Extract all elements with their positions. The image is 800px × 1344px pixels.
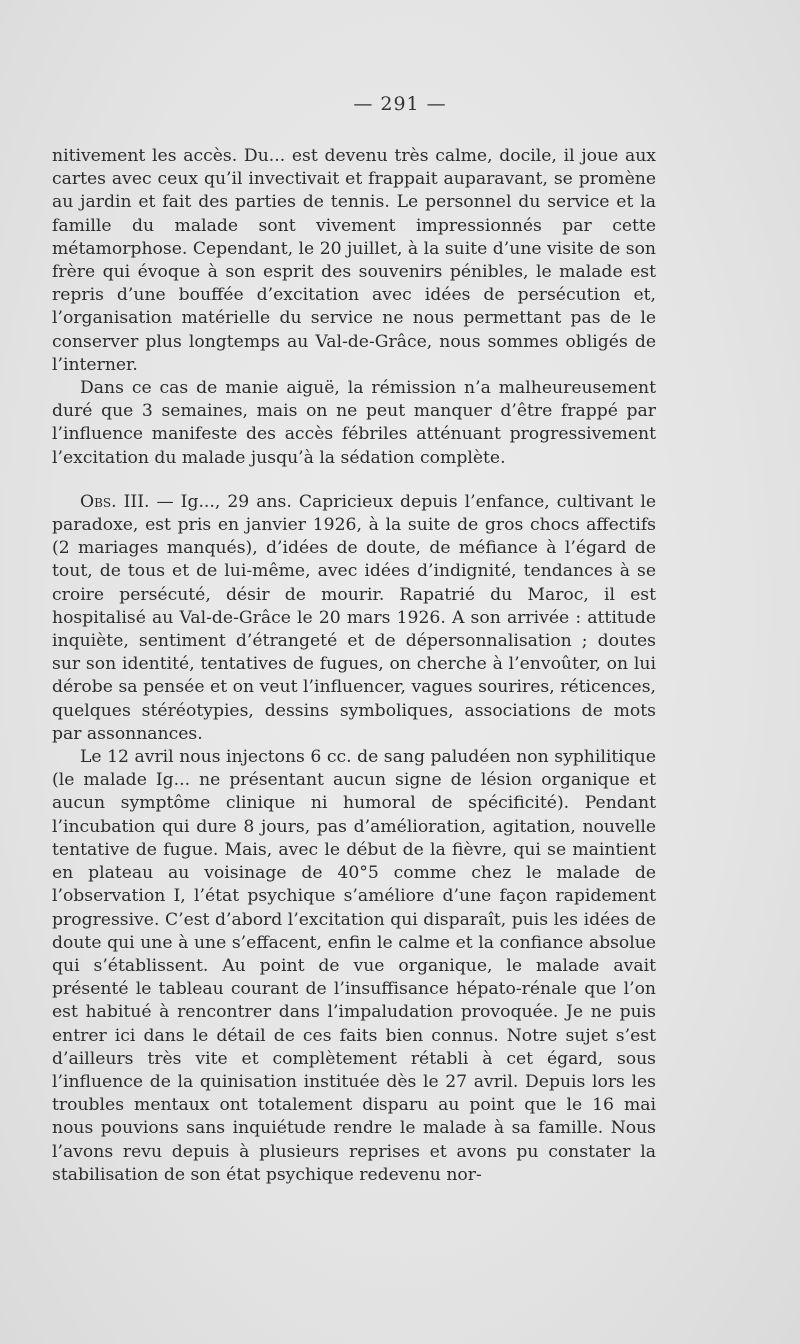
observation-label: Obs. [80, 491, 117, 512]
paragraph-continuation: nitivement les accès. Du... est devenu très calme, docile, il joue aux cartes avec ceux qu’il invectivait et frappait auparavant, se promène au jardin et fait des parties de tennis. Le personnel du service et la famille du malade sont vivement impressionnés par cette métamorphose. Cependant, le 20 juillet, à la suite d’une visite de son frère qui évoque à son esprit des souvenirs pénibles, le malade est repris d’une bouffée d’excitation avec idées de persécution et, l’organisation matérielle du service ne nous permettant pas de le conserver plus longtemps au Val-de-Grâce, nous sommes obligés de l’interner. [52, 146, 656, 375]
paragraph-observation-3 [52, 491, 656, 746]
page-number: — 291 — [353, 93, 447, 115]
observation-text: III. — Ig..., 29 ans. Capricieux depuis l’enfance, cultivant le paradoxe, est pris en janvier 1926, à la suite de gros chocs affectifs (2 mariages manqués), d’idées de doute, de méfiance à l’égard de tout, de tous et de lui-même, avec idées d’indignité, tendances à se croire persécuté, désir de mourir. Rapatrié du Maroc, il est hospitalisé au Val-de-Grâce le 20 mars 1926. A son arrivée : attitude inquiète, sentiment d’étrangeté et de dépersonnalisation ; doutes sur son identité, tentatives de fugues, on cherche à l’envoûter, on lui dérobe sa pensée et on veut l’influencer, vagues sourires, réticences, quelques stéréotypies, dessins symboliques, associations de mots par assonnances. [52, 491, 656, 744]
paragraph-manie-aigue: Dans ce cas de manie aiguë, la rémission n’a malheureusement duré que 3 semaines, mais on ne peut manquer d’être frappé par l’influence manifeste des accès fébriles atténuant progressivement l’excitation du malade jusqu’à la sédation complète. [52, 378, 656, 468]
paragraph-treatment: Le 12 avril nous injectons 6 cc. de sang paludéen non syphilitique (le malade Ig... ne présentant aucun signe de lésion organique et aucun symptôme clinique ni humoral de spécificité). Pendant l’incubation qui dure 8 jours, pas d’amélioration, agitation, nouvelle tentative de fugue. Mais, avec le début de la fièvre, qui se maintient en plateau au voisinage de 40°5 comme chez le malade de l’observation I, l’état psychique s’améliore d’une façon rapidement progressive. C’est d’abord l’excitation qui disparaît, puis les idées de doute qui une à une s’effacent, enfin le calme et la confiance absolue qui s’établissent. Au point de vue organique, le malade avait présenté le tableau courant de l’insuffisance hépato-rénale que l’on est habitué à rencontrer dans l’impaludation provoquée. Je ne puis entrer ici dans le détail de ces faits bien connus. Notre sujet s’est d’ailleurs très vite et complètement rétabli à cet égard, sous l’influence de la quinisation instituée dès le 27 avril. Depuis lors les troubles mentaux ont totalement disparu au point que le 16 mai nous pouvions sans inquiétude rendre le malade à sa famille. Nous l’avons revu depuis à plusieurs reprises et avons pu constater la stabilisation de son état psychique redevenu nor- [52, 747, 656, 1185]
body-text [52, 145, 656, 1187]
